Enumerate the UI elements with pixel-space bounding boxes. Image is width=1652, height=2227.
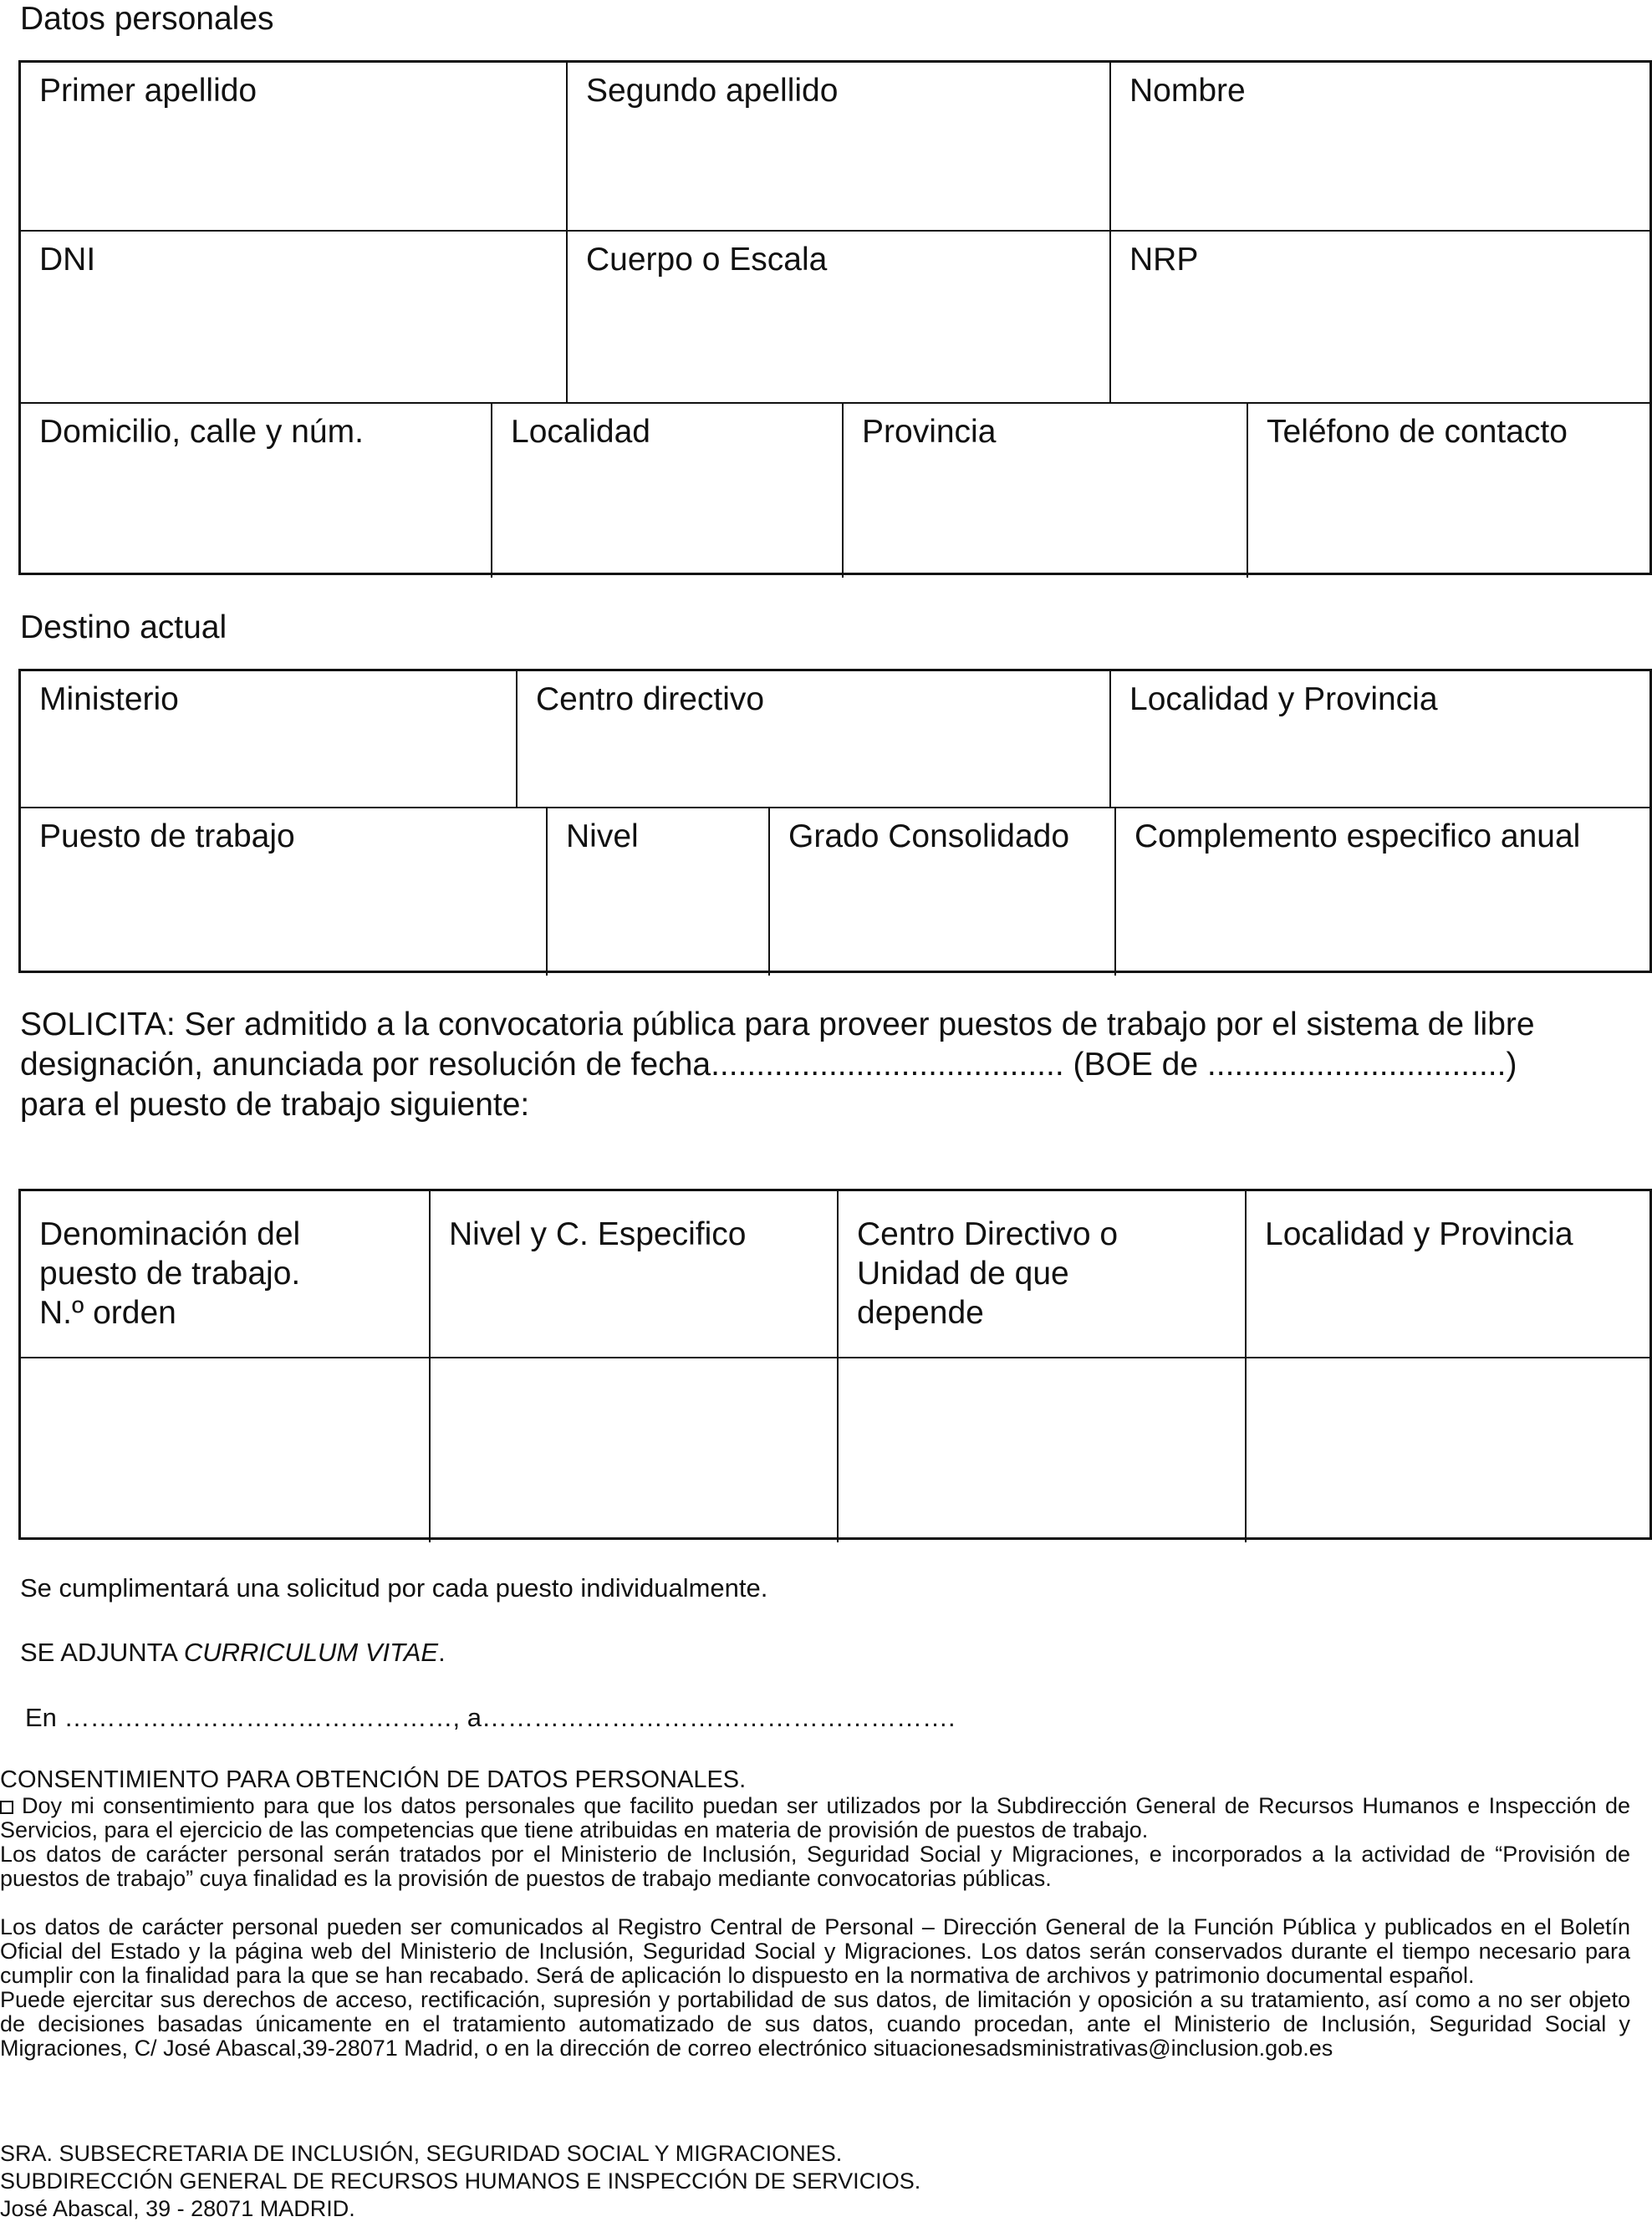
note-adjunta-cv: [20, 1637, 446, 1669]
header-denominacion-puesto: [21, 1191, 429, 1357]
adjunta-suffix: .: [438, 1638, 446, 1667]
consent-checkbox-paragraph: [0, 1794, 1630, 1842]
field-centro-directivo[interactable]: [516, 671, 1109, 807]
header-denominacion-line-2: puesto de trabajo.: [39, 1256, 301, 1292]
header-denominacion-line-3: N.º orden: [39, 1295, 176, 1331]
field-primer-apellido[interactable]: [21, 63, 566, 230]
label-telefono: Teléfono de contacto: [1267, 414, 1568, 450]
note-una-solicitud: Se cumplimentará una solicitud por cada puesto individualmente.: [20, 1573, 768, 1603]
field-nivel[interactable]: [546, 807, 768, 976]
label-domicilio: Domicilio, calle y núm.: [39, 414, 364, 450]
place-date-line[interactable]: En ………………………………………, a……………………………………………….: [25, 1703, 956, 1732]
consent-paragraph-3: Puede ejercitar sus derechos de acceso, rectificación, supresión y portabilidad de sus datos, de limitación y oposición a su tratamiento, así como a no ser objeto de decisiones basadas únicamente en el tratamiento automatizado de sus datos, cuando procedan, ante el Ministerio de Inclusión, Seguridad Social y Migraciones, C/ José Abascal,39-28071 Madrid, o en la dirección de correo electrónico situacionesadsministrativas@inclusion.gob.es: [0, 1987, 1630, 2061]
header-centro-line-3: depende: [857, 1295, 984, 1331]
header-denominacion-line-1: Denominación del: [39, 1216, 301, 1252]
header-nivel-especifico: [429, 1191, 837, 1357]
input-denominacion-puesto[interactable]: [21, 1357, 429, 1542]
label-segundo-apellido: Segundo apellido: [586, 73, 839, 109]
recipient-address: [0, 2140, 920, 2223]
puesto-solicitado-table: [18, 1189, 1652, 1540]
label-grado-consolidado: Grado Consolidado: [788, 818, 1070, 854]
consent-paragraph-2: Los datos de carácter personal pueden ser comunicados al Registro Central de Personal – Dirección General de la Función Pública y publicados en el Boletín Oficial del Estado y la página web del Ministerio de Inclusión, Seguridad Social y Migraciones. Los datos serán conservados durante el tiempo necesario para cumplir con la finalidad para la que se han recabado. Será de aplicación lo dispuesto en la normativa de archivos y patrimonio documental español.: [0, 1914, 1630, 1988]
label-puesto-trabajo: Puesto de trabajo: [39, 818, 295, 854]
label-cuerpo-escala: Cuerpo o Escala: [586, 242, 828, 278]
label-nivel: Nivel: [566, 818, 639, 854]
consent-checkbox[interactable]: [0, 1801, 13, 1814]
solicita-paragraph: [20, 1005, 1647, 1125]
field-localidad-provincia[interactable]: [1109, 671, 1652, 807]
field-telefono[interactable]: [1247, 402, 1652, 578]
input-centro-directivo-unidad[interactable]: [837, 1357, 1245, 1542]
consent-title: CONSENTIMIENTO PARA OBTENCIÓN DE DATOS PERSONALES.: [0, 1766, 747, 1793]
header-localidad-provincia: [1245, 1191, 1652, 1357]
adjunta-curriculum: CURRICULUM VITAE: [183, 1638, 439, 1667]
field-ministerio[interactable]: [21, 671, 516, 807]
address-line-2: SUBDIRECCIÓN GENERAL DE RECURSOS HUMANOS E INSPECCIÓN DE SERVICIOS.: [0, 2168, 921, 2194]
consent-paragraph-1: Los datos de carácter personal serán tratados por el Ministerio de Inclusión, Seguridad Social y Migraciones, e incorporados a la actividad de “Provisión de puestos de trabajo” cuya finalidad es la provisión de puestos de trabajo mediante convocatorias públicas.: [0, 1842, 1630, 1891]
header-centro-line-2: Unidad de que: [857, 1256, 1069, 1292]
section-title-datos-personales: Datos personales: [20, 1, 274, 37]
section-title-destino-actual: Destino actual: [20, 609, 227, 645]
input-nivel-especifico[interactable]: [429, 1357, 837, 1542]
field-nrp[interactable]: [1109, 230, 1652, 402]
header-localidad-provincia-label: Localidad y Provincia: [1265, 1216, 1573, 1252]
destino-grid: [18, 669, 1652, 973]
personal-data-grid: [18, 60, 1652, 575]
label-localidad: Localidad: [511, 414, 650, 450]
label-provincia: Provincia: [862, 414, 997, 450]
field-complemento-especifico[interactable]: [1114, 807, 1652, 976]
label-ministerio: Ministerio: [39, 681, 179, 717]
solicita-line-2: designación, anunciada por resolución de fecha....................................... (BOE de .................................): [20, 1047, 1517, 1083]
label-centro-directivo: Centro directivo: [536, 681, 765, 717]
label-nrp: NRP: [1129, 242, 1199, 278]
solicita-line-3: para el puesto de trabajo siguiente:: [20, 1087, 530, 1123]
field-dni[interactable]: [21, 230, 566, 402]
header-centro-line-1: Centro Directivo o: [857, 1216, 1119, 1252]
field-provincia[interactable]: [842, 402, 1247, 578]
address-line-3: José Abascal, 39 - 28071 MADRID.: [0, 2196, 355, 2221]
field-grado-consolidado[interactable]: [768, 807, 1114, 976]
address-line-1: SRA. SUBSECRETARIA DE INCLUSIÓN, SEGURIDAD SOCIAL Y MIGRACIONES.: [0, 2141, 843, 2166]
label-primer-apellido: Primer apellido: [39, 73, 257, 109]
header-nivel-especifico-label: Nivel y C. Especifico: [449, 1216, 747, 1252]
label-complemento-especifico: Complemento especifico anual: [1134, 818, 1581, 854]
consent-checkbox-text: Doy mi consentimiento para que los datos personales que facilito puedan ser utilizados por la Subdirección General de Recursos Humanos e Inspección de Servicios, para el ejercicio de las competencias que tiene atribuidas en materia de provisión de puestos de trabajo.: [0, 1793, 1630, 1842]
solicita-line-1: SOLICITA: Ser admitido a la convocatoria pública para proveer puestos de trabajo por el sistema de libre: [20, 1006, 1535, 1042]
field-domicilio[interactable]: [21, 402, 491, 578]
field-cuerpo-escala[interactable]: [566, 230, 1109, 402]
adjunta-prefix: SE ADJUNTA: [20, 1638, 184, 1667]
field-puesto-trabajo[interactable]: [21, 807, 546, 976]
field-localidad[interactable]: [491, 402, 842, 578]
label-localidad-provincia: Localidad y Provincia: [1129, 681, 1438, 717]
header-centro-directivo-unidad: [837, 1191, 1245, 1357]
input-localidad-provincia[interactable]: [1245, 1357, 1652, 1542]
label-dni: DNI: [39, 242, 96, 278]
consent-block: [0, 1766, 1630, 2061]
field-segundo-apellido[interactable]: [566, 63, 1109, 230]
field-nombre[interactable]: [1109, 63, 1652, 230]
label-nombre: Nombre: [1129, 73, 1246, 109]
